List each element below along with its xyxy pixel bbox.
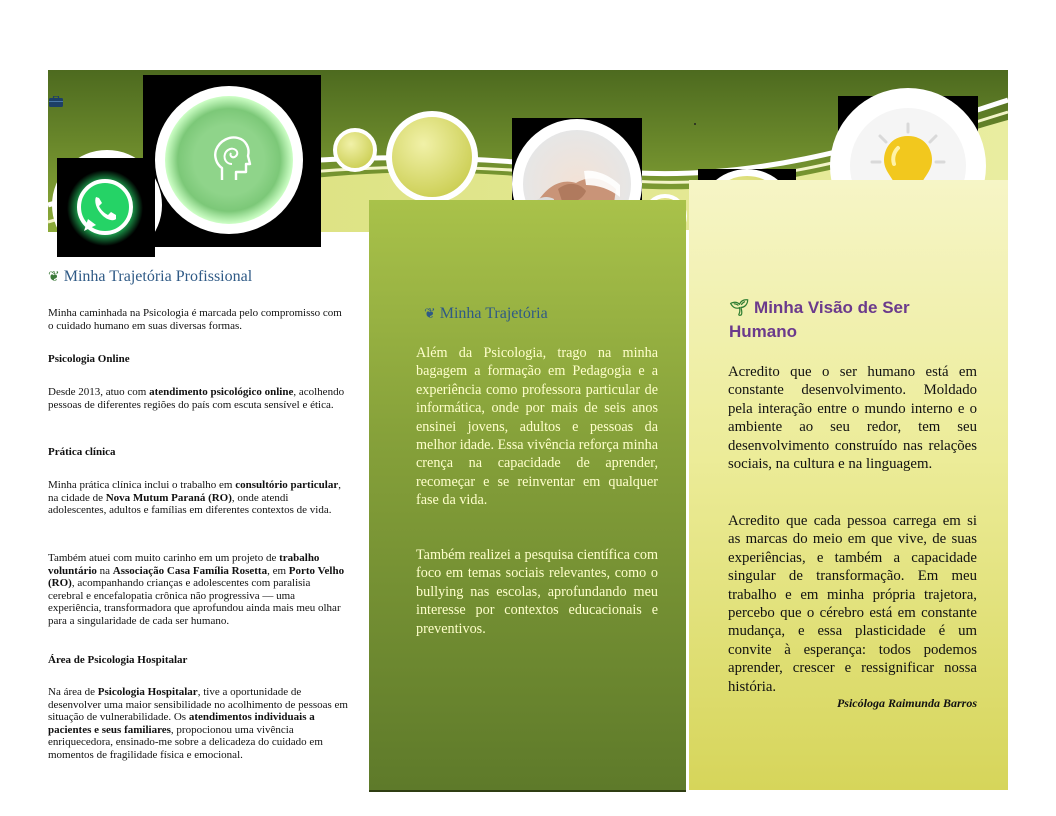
online-heading: Psicologia Online	[48, 353, 130, 365]
right-section-title	[729, 296, 979, 343]
right-paragraph-2: Acredito que cada pessoa carrega em si as marcas do meio em que vive, de suas experiências, e também a capacidade singular de transformação. Em meu trabalho e em minha própria trajetora, percebo que o cérebro está em constante mudança, e essa plasticidade é um convite à esperança: todos podemos aprender, crescer e ressignificar nossa história.	[728, 513, 977, 695]
online-p1-bold: atendimento psicológico online	[149, 386, 294, 398]
online-p1-end: , acolhendo pessoas de diferentes regiões do país com escuta sensível e ética.	[48, 386, 345, 411]
clinica-p2-bold: trabalho voluntário	[48, 552, 320, 577]
signature: Psicóloga Raimunda Barros	[836, 696, 977, 710]
hospitalar-p1-bold2: atendimentos individuais a pacientes e seus familiares	[48, 711, 315, 736]
hospitalar-p1-end: , propocionou uma vivência enriquecedora, ensinado-me sobre a delicadeza do cuidado em momentos de fragilidade física e emocional.	[48, 723, 323, 761]
clinica-p2-bold2: Associação Casa Família Rosetta	[112, 564, 268, 577]
clinica-p1-mid: , na cidade de	[48, 479, 341, 504]
clinica-p1: Minha prática clínica inclui o trabalho em	[48, 479, 236, 491]
right-paragraph-1: Acredito que o ser humano está em constante desenvolvimento. Moldado pela interação entre o mundo interno e o ambiente ao seu redor, tem seu desenvolvimento construído nas relações sociais, na cultura e na linguagem.	[728, 364, 977, 473]
leaf-sprig-icon: ❦	[48, 270, 60, 285]
briefcase-icon	[49, 96, 63, 107]
online-paragraph	[48, 386, 348, 411]
head-spiral-icon	[212, 134, 252, 184]
clinica-p2-end: , acompanhando crianças e adolescentes com paralisia cerebral e encefalopatia crônica não progressiva — uma experiência, transformadora que aprofundou ainda mais meu olhar para a singularidade de cada ser humano.	[48, 577, 341, 627]
middle-section-title	[424, 305, 548, 323]
whatsapp-icon	[66, 169, 144, 247]
middle-paragraph-1: Além da Psicologia, trago na minha bagagem a formação em Pedagogia e a experiência como professora particular de informática, onde por mais de seis anos ensinei jovens, adultos e pessoas da melhor idade. Essa vivência reforça minha crença na capacidade de aprender, recomeçar e se reinventar em qualquer fase da vida.	[416, 345, 658, 509]
clinica-p1-end: , onde atendi adolescentes, adultos e famílias em diferentes contextos de vida.	[48, 491, 332, 517]
hospitalar-paragraph	[48, 686, 348, 762]
hospitalar-heading: Área de Psicologia Hospitalar	[48, 654, 188, 666]
left-intro: Minha caminhada na Psicologia é marcada pelo compromisso com o cuidado humano em suas diversas formas.	[48, 307, 342, 332]
hospitalar-p1: Na área de	[48, 686, 98, 698]
left-title-text: Minha Trajetória Profissional	[63, 268, 253, 285]
online-p1: Desde 2013, atuo com	[48, 386, 150, 398]
clinica-heading: Prática clínica	[48, 446, 116, 458]
clinica-p1-bold2: Nova Mutum Paraná (RO)	[105, 491, 232, 504]
clinica-p2-bold3: Porto Velho (RO)	[48, 564, 345, 590]
left-section-title	[48, 268, 252, 286]
right-title-text: Minha Visão de Ser Humano	[729, 298, 910, 341]
clinica-p2-mid2: , em	[267, 564, 289, 577]
clinica-p1-bold: consultório particular	[235, 479, 339, 491]
stray-dot	[694, 123, 696, 125]
panel-divider	[686, 230, 689, 792]
leaf-sprig-icon: ❦	[424, 307, 436, 322]
clinica-p2-mid: na	[96, 564, 113, 577]
clinica-paragraph-2	[48, 552, 348, 628]
clinica-paragraph-1	[48, 479, 348, 517]
hospitalar-p1-bold: Psicologia Hospitalar	[97, 686, 198, 698]
hospitalar-p1-mid: , tive a oportunidade de desenvolver uma maior sensibilidade no acolhimento de pessoas em situação de vulnerabilidade. Os	[48, 686, 348, 724]
middle-title-text: Minha Trajetória	[439, 305, 548, 322]
seedling-icon: 🌱︎	[729, 300, 750, 317]
middle-paragraph-2: Também realizei a pesquisa científica com foco em temas sociais relevantes, como o bullying nas escolas, aprofundando meu interesse por contextos educacionais e preventivos.	[416, 547, 658, 637]
clinica-p2: Também atuei com muito carinho em um projeto de	[48, 552, 280, 564]
